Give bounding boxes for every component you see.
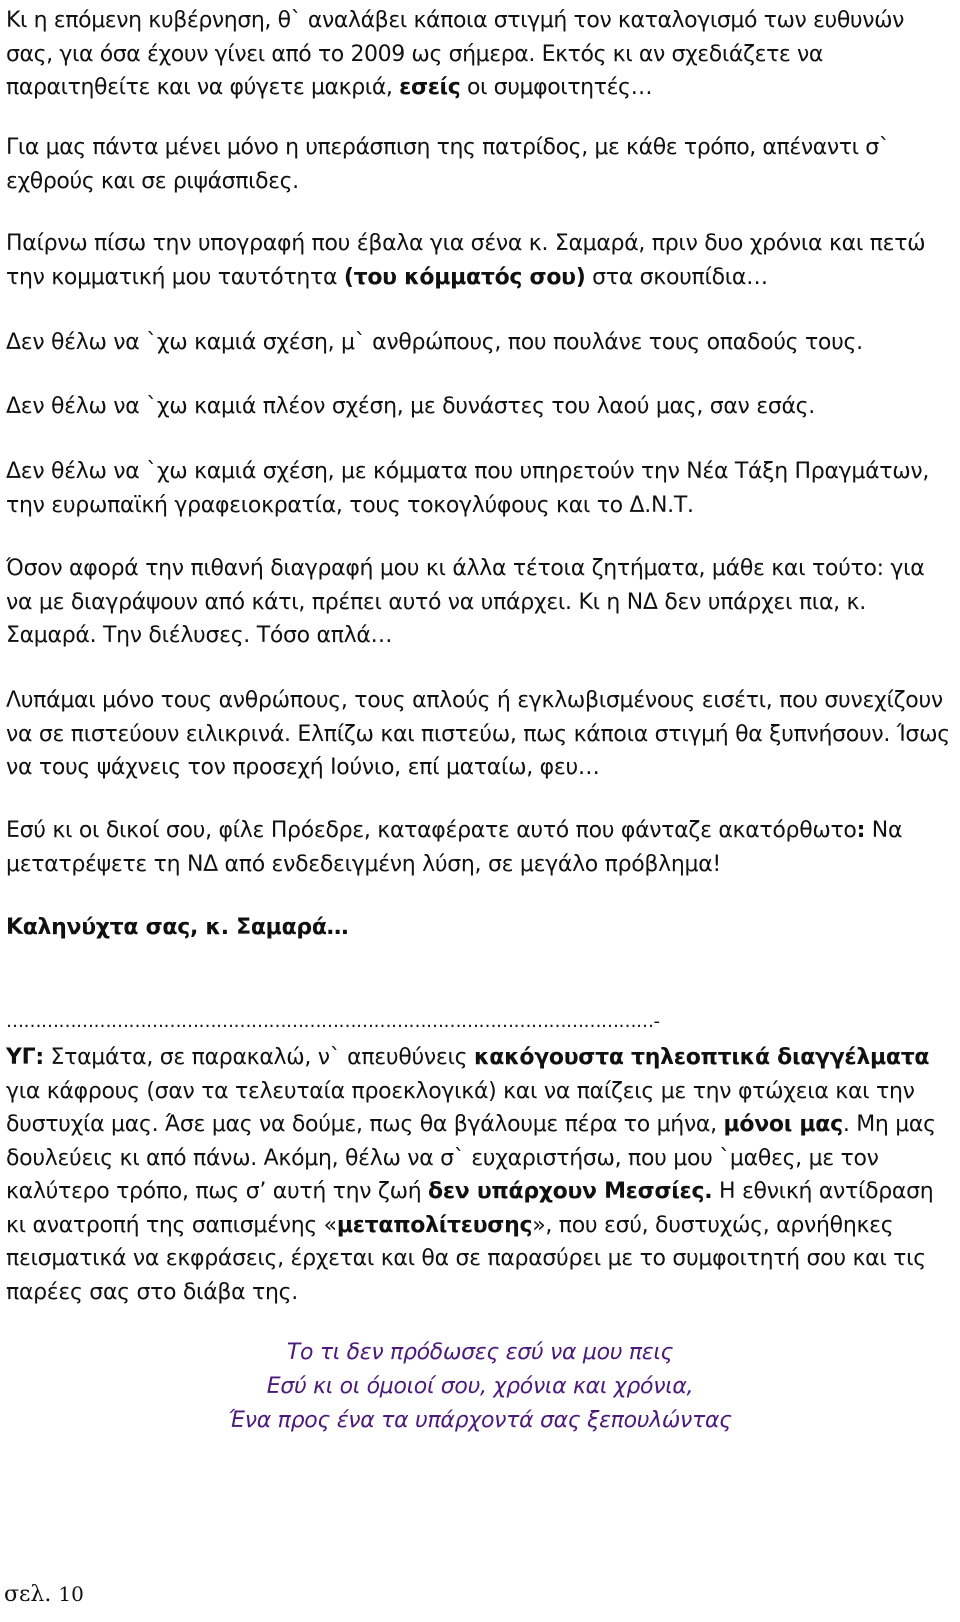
paragraph-9-end: Να μετατρέψετε τη ΝΔ από ενδεδειγμένη λύση, σε μεγάλο πρόβλημα! xyxy=(6,818,903,877)
paragraph-1-text: Κι η επόμενη κυβέρνηση, θ` αναλάβει κάποια στιγμή τον καταλογισμό των ευθυνών σας, για όσα έχουν γίνει από το 2009 ως σήμερα. Εκτός κι αν σχεδιάζετε να παραιτηθείτε και να φύγετε μακριά, xyxy=(6,8,905,100)
paragraph-6: Δεν θέλω να `χω καμιά σχέση, με κόμματα που υπηρετούν την Νέα Τάξη Πραγμάτων, την ευρωπαϊκή γραφειοκρατία, τους τοκογλύφους και το Δ.Ν.Τ. xyxy=(6,459,930,518)
paragraph-3-text: Παίρνω πίσω την υπογραφή που έβαλα για σένα κ. Σαμαρά, πριν δυο χρόνια και πετώ την κομματική μου ταυτότητα xyxy=(6,231,926,290)
paragraph-8: Λυπάμαι μόνο τους ανθρώπους, τους απλούς ή εγκλωβισμένους εισέτι, που συνεχίζουν να σε πιστεύουν ειλικρινά. Ελπίζω και πιστεύω, πως κάποια στιγμή θα ξυπνήσουν. Ίσως να τους ψάχνεις τον προσεχή Ιούνιο, επί ματαίω, φευ… xyxy=(6,688,950,780)
postscript-text-5: », που εσύ, δυστυχώς, αρνήθηκες πεισματικά να εκφράσεις, έρχεται και θα σε παρασύρει με το συμφοιτητή σου και τις παρέες σας στο διάβα της. xyxy=(6,1212,926,1305)
postscript-bold-1: κακόγουστα τηλεοπτικά διαγγέλματα xyxy=(473,1045,930,1070)
closing-line: Καληνύχτα σας, κ. Σαμαρά… xyxy=(6,915,349,940)
postscript xyxy=(6,1041,951,1309)
postscript-text-1: Σταμάτα, σε παρακαλώ, ν` απευθύνεις xyxy=(43,1045,474,1070)
postscript-label: ΥΓ: xyxy=(6,1045,44,1070)
paragraph-1-bold: εσείς xyxy=(399,75,461,100)
paragraph-9 xyxy=(6,814,951,881)
poem-line-2: Εσύ κι οι όμοιοί σου, χρόνια και χρόνια, xyxy=(266,1374,694,1399)
paragraph-2: Για μας πάντα μένει μόνο η υπεράσπιση της πατρίδος, με κάθε τρόπο, απέναντι σ` εχθρούς και σε ριψάσπιδες. xyxy=(6,135,890,194)
paragraph-9-bold: : xyxy=(856,818,866,843)
postscript-bold-3: δεν υπάρχουν Μεσσίες. xyxy=(428,1179,713,1204)
paragraph-7: Όσον αφορά την πιθανή διαγραφή μου κι άλλα τέτοια ζητήματα, μάθε και τούτο: για να με διαγράψουν από κάτι, πρέπει αυτό να υπάρχει. Κι η ΝΔ δεν υπάρχει πια, κ. Σαμαρά. Την διέλυσες. Τόσο απλά… xyxy=(6,556,925,648)
paragraph-5: Δεν θέλω να `χω καμιά πλέον σχέση, με δυνάστες του λαού μας, σαν εσάς. xyxy=(6,394,815,419)
poem-line-1: Το τι δεν πρόδωσες εσύ να μου πεις xyxy=(286,1340,674,1365)
paragraph-1-end: οι συμφοιτητές… xyxy=(460,75,653,100)
postscript-text-3: . Μη μας δουλεύεις κι από πάνω. Ακόμη, θέλω να σ` ευχαριστήσω, που μου `μαθες, με τον καλύτερο τρόπο, πως σ’ αυτή την ζωή xyxy=(6,1112,936,1204)
paragraph-3-bold: (του κόμματός σου) xyxy=(343,264,586,290)
page-number xyxy=(4,1582,84,1607)
postscript-bold-2: μόνοι μας xyxy=(723,1112,843,1137)
paragraph-1 xyxy=(6,4,951,105)
postscript-bold-4: μεταπολίτευσης xyxy=(336,1212,533,1238)
poem-line-3: Ένα προς ένα τα υπάρχοντά σας ξεπουλώντας xyxy=(228,1408,732,1433)
paragraph-3-end: στα σκουπίδια… xyxy=(585,264,768,290)
page-label: σελ. xyxy=(4,1582,52,1607)
paragraph-3 xyxy=(6,227,951,294)
postscript-text-2: για κάφρους (σαν τα τελευταία προεκλογικά) και να παίζεις με την φτώχεια και την δυστυχία μας. Άσε μας να δούμε, πως θα βγάλουμε πέρα το μήνα, xyxy=(6,1078,915,1137)
postscript-text-4: Η εθνική αντίδραση κι ανατροπή της σαπισμένης « xyxy=(6,1179,934,1238)
paragraph-9-text: Εσύ κι οι δικοί σου, φίλε Πρόεδρε, καταφέρατε αυτό που φάνταζε ακατόρθωτο xyxy=(6,818,857,843)
separator-dots: …………………………………………………………………………………………………- xyxy=(6,1011,660,1032)
page-number-value: 10 xyxy=(58,1582,84,1606)
paragraph-4: Δεν θέλω να `χω καμιά σχέση, μ` ανθρώπους, που πουλάνε τους οπαδούς τους. xyxy=(6,330,863,355)
